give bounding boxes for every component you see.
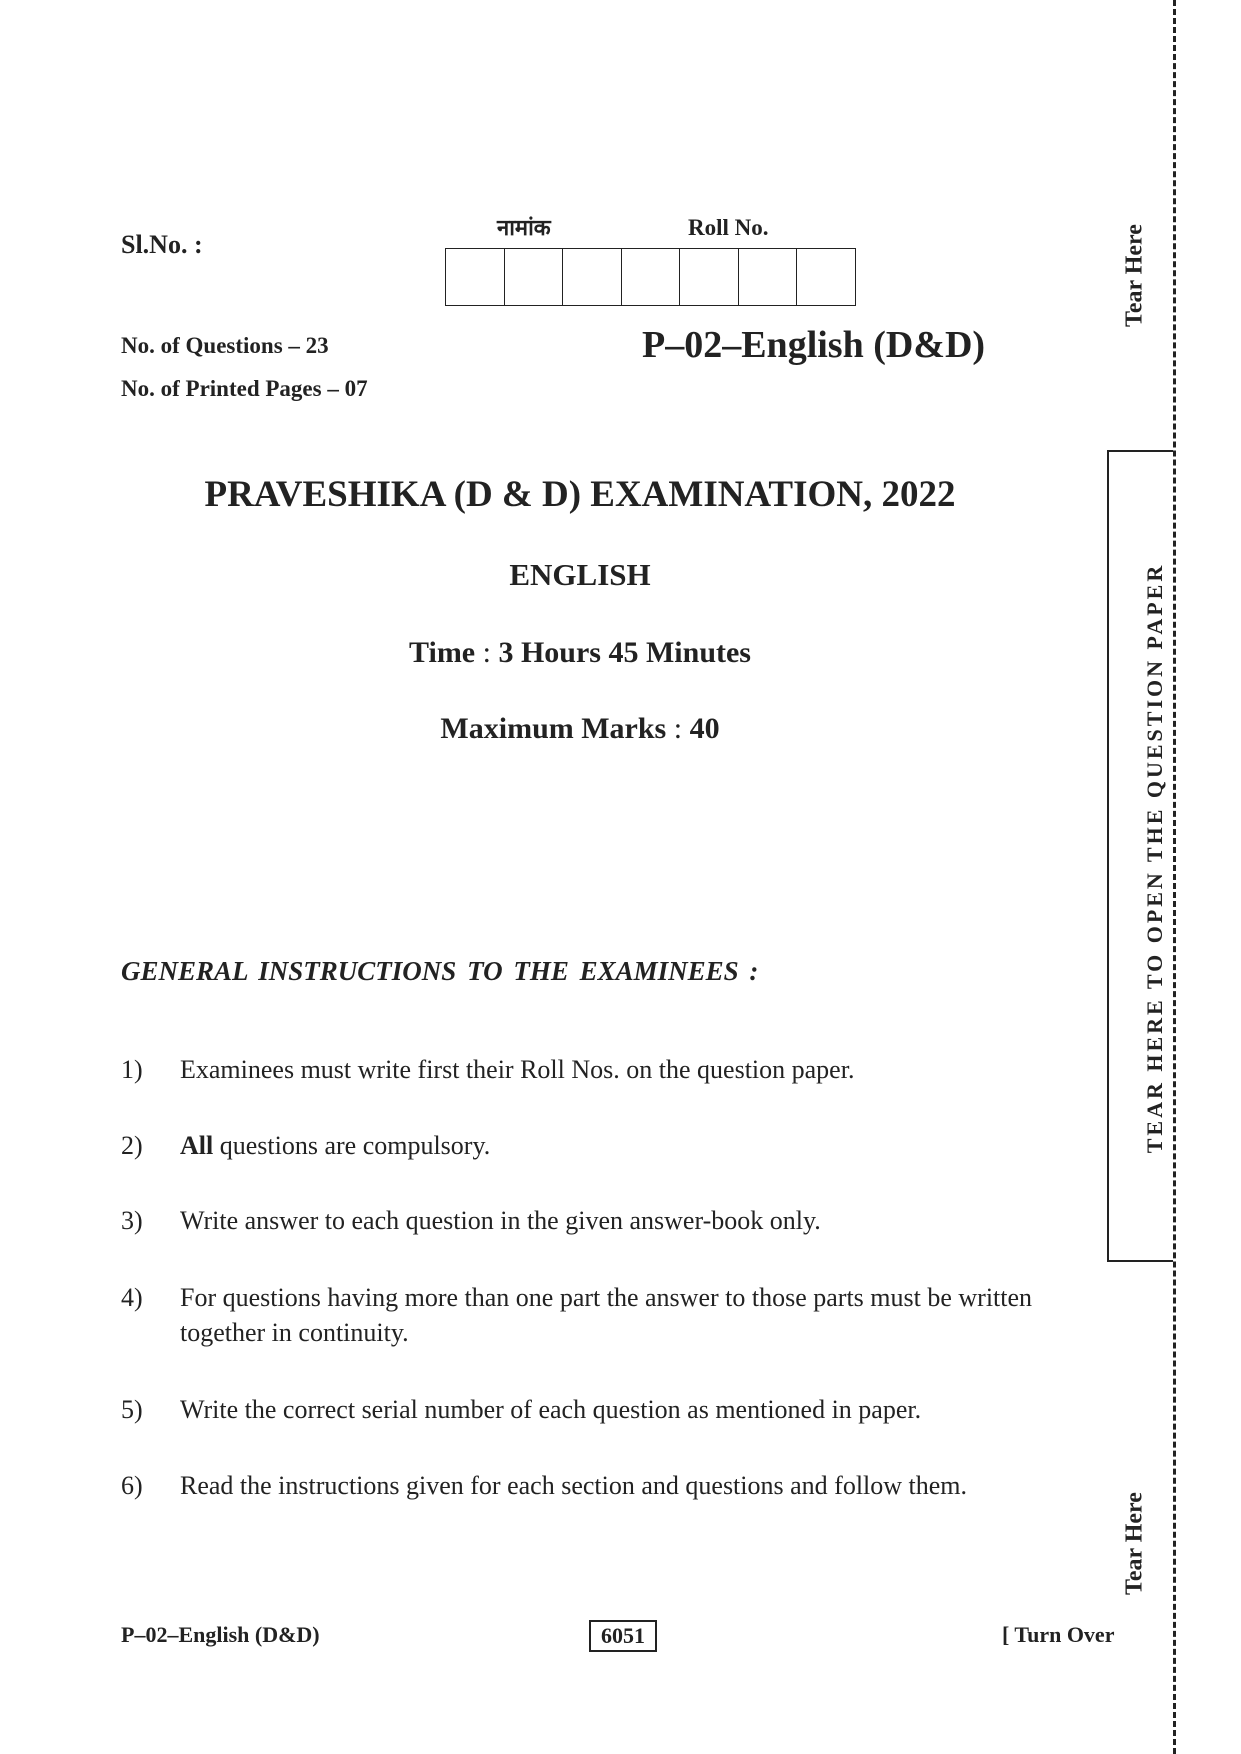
serial-number-label: Sl.No. :: [121, 230, 203, 259]
exam-title: PRAVESHIKA (D & D) EXAMINATION, 2022: [204, 474, 956, 515]
roll-number-box[interactable]: [680, 249, 739, 305]
marks-value: 40: [689, 712, 720, 745]
number-of-questions: No. of Questions – 23: [121, 333, 329, 358]
roll-number-label: Roll No.: [688, 215, 769, 240]
exam-subject: ENGLISH: [509, 557, 651, 592]
instruction-text: All questions are compulsory.: [180, 1131, 491, 1160]
instructions-heading: GENERAL INSTRUCTIONS TO THE EXAMINEES :: [121, 956, 759, 986]
footer-booklet-code: 6051: [589, 1620, 657, 1652]
exam-duration: Time : 3 Hours 45 Minutes: [409, 636, 751, 669]
instruction-number: 2): [121, 1131, 143, 1160]
instruction-text: Write the correct serial number of each question as mentioned in paper.: [180, 1395, 922, 1424]
instruction-text: Read the instructions given for each section and questions and follow them.: [180, 1471, 968, 1500]
instruction-text: Examinees must write first their Roll Nos. on the question paper.: [180, 1055, 855, 1084]
roll-number-box[interactable]: [622, 249, 681, 305]
instruction-text: Write answer to each question in the given answer-book only.: [180, 1206, 821, 1235]
tear-line[interactable]: [1173, 0, 1176, 1754]
roll-number-box[interactable]: [739, 249, 798, 305]
roll-number-box[interactable]: [446, 249, 505, 305]
number-of-printed-pages: No. of Printed Pages – 07: [121, 376, 368, 401]
turn-over-label: [ Turn Over: [1002, 1622, 1115, 1647]
time-label: Time: [409, 636, 476, 669]
roll-number-box[interactable]: [563, 249, 622, 305]
roll-number-box[interactable]: [797, 249, 855, 305]
roll-number-boxes: [445, 248, 856, 306]
time-value: 3 Hours 45 Minutes: [498, 636, 751, 669]
instruction-emphasis: All: [180, 1131, 214, 1160]
instruction-text: For questions having more than one part the answer to those parts must be written together in continuity.: [180, 1283, 1033, 1347]
roll-number-label-hindi: नामांक: [497, 216, 551, 241]
tear-here-label-top: Tear Here: [1121, 224, 1148, 327]
footer-paper-code: P–02–English (D&D): [121, 1622, 320, 1647]
tear-open-instruction: TEAR HERE TO OPEN THE QUESTION PAPER: [1142, 562, 1167, 1154]
instruction-number: 4): [121, 1283, 143, 1312]
marks-label: Maximum Marks: [440, 712, 667, 745]
tear-here-label-bottom: Tear Here: [1121, 1492, 1148, 1595]
paper-code: P–02–English (D&D): [642, 324, 986, 366]
instruction-number: 1): [121, 1055, 143, 1084]
instruction-number: 6): [121, 1471, 143, 1500]
instruction-number: 5): [121, 1395, 143, 1424]
instruction-number: 3): [121, 1206, 143, 1235]
roll-number-box[interactable]: [505, 249, 564, 305]
maximum-marks: Maximum Marks : 40: [440, 712, 720, 745]
